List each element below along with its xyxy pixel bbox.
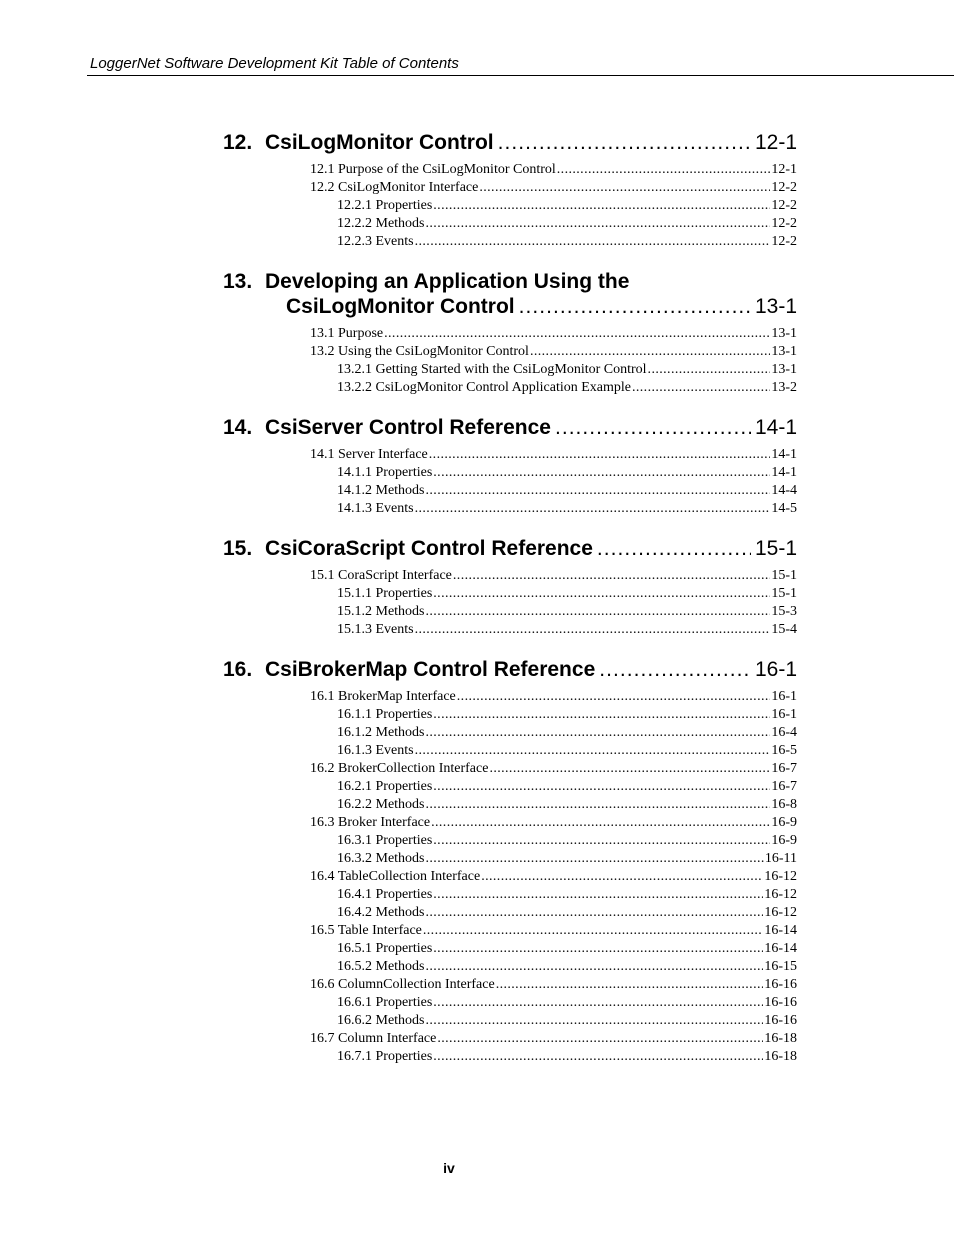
dot-leader [426, 724, 771, 742]
entry-page-number: 16-16 [764, 995, 797, 1010]
entry-page-number: 16-7 [771, 779, 797, 794]
entry-page-number: 16-18 [764, 1049, 797, 1064]
entry-page-number: 16-14 [764, 941, 797, 956]
dot-leader [415, 742, 771, 760]
chapter-title: CsiServer Control Reference [265, 416, 551, 439]
entry-title: 16.3.2 Methods [337, 851, 425, 866]
entry-page-number: 16-7 [771, 761, 797, 776]
entry-page-number: 16-1 [771, 707, 797, 722]
dot-leader [557, 161, 771, 179]
entry-page-number: 14-5 [771, 501, 797, 516]
entry-title: 15.1 CoraScript Interface [310, 568, 452, 583]
dot-leader [555, 415, 751, 440]
chapter-number: 15. [223, 537, 253, 560]
entry-page-number: 12-2 [771, 234, 797, 249]
dot-leader [426, 603, 771, 621]
toc-section-entry[interactable] [223, 1030, 797, 1048]
entry-title: 16.4.2 Methods [337, 905, 425, 920]
toc-subsection-entry[interactable] [223, 994, 797, 1012]
dot-leader [433, 1048, 763, 1066]
running-header: LoggerNet Software Development Kit Table of Contents [90, 55, 459, 72]
entry-page-number: 14-4 [771, 483, 797, 498]
entry-title: 16.6 ColumnCollection Interface [310, 977, 495, 992]
toc-subsection-entry[interactable] [223, 832, 797, 850]
entry-title: 16.1.3 Events [337, 743, 414, 758]
entry-title: 14.1.3 Events [337, 501, 414, 516]
toc-section-entry[interactable] [223, 446, 797, 464]
chapter-heading[interactable] [223, 536, 797, 561]
dot-leader [433, 197, 770, 215]
dot-leader [479, 179, 770, 197]
entry-page-number: 16-9 [771, 815, 797, 830]
dot-leader [648, 361, 771, 379]
chapter-page-number: 14-1 [754, 416, 797, 439]
entry-title: 14.1.1 Properties [337, 465, 433, 480]
entry-title: 15.1.2 Methods [337, 604, 425, 619]
chapter-heading[interactable] [223, 130, 797, 155]
dot-leader [415, 500, 771, 518]
entry-page-number: 15-3 [771, 604, 797, 619]
entry-page-number: 12-1 [771, 162, 797, 177]
toc-subsection-entry[interactable] [223, 500, 797, 518]
dot-leader [453, 567, 770, 585]
entry-title: 16.1.2 Methods [337, 725, 425, 740]
toc-chapter [223, 130, 797, 251]
entry-title: 16.7 Column Interface [310, 1031, 437, 1046]
chapter-title: CsiBrokerMap Control Reference [265, 658, 596, 681]
toc-section-entry[interactable] [223, 567, 797, 585]
entry-title: 16.4.1 Properties [337, 887, 433, 902]
dot-leader [384, 325, 770, 343]
dot-leader [433, 464, 770, 482]
entry-title: 16.6.1 Properties [337, 995, 433, 1010]
entry-title: 15.1.3 Events [337, 622, 414, 637]
toc-subsection-entry[interactable] [223, 958, 797, 976]
chapter-heading[interactable] [223, 657, 797, 682]
toc-subsection-entry[interactable] [223, 482, 797, 500]
entry-page-number: 16-5 [771, 743, 797, 758]
entry-title: 16.3 Broker Interface [310, 815, 431, 830]
toc-subsection-entry[interactable] [223, 724, 797, 742]
toc-section-entry[interactable] [223, 325, 797, 343]
dot-leader [431, 814, 770, 832]
toc-section-entry[interactable] [223, 760, 797, 778]
chapter-page-number: 13-1 [754, 295, 797, 318]
dot-leader [519, 294, 751, 319]
entry-page-number: 16-8 [771, 797, 797, 812]
entry-page-number: 16-1 [771, 689, 797, 704]
entry-page-number: 13-2 [771, 380, 797, 395]
chapter-page-number: 12-1 [754, 131, 797, 154]
entry-page-number: 12-2 [771, 198, 797, 213]
toc-subsection-entry[interactable] [223, 233, 797, 251]
toc-subsection-entry[interactable] [223, 621, 797, 639]
entry-title: 12.2.1 Properties [337, 198, 433, 213]
dot-leader [426, 1012, 764, 1030]
toc-subsection-entry[interactable] [223, 603, 797, 621]
entry-page-number: 16-16 [764, 977, 797, 992]
toc-section-entry[interactable] [223, 814, 797, 832]
dot-leader [433, 940, 763, 958]
chapter-title: Developing an Application Using the [265, 270, 630, 293]
dot-leader [426, 796, 771, 814]
dot-leader [530, 343, 770, 361]
toc-subsection-entry[interactable] [223, 464, 797, 482]
entry-title: 14.1.2 Methods [337, 483, 425, 498]
chapter-number: 13. [223, 270, 253, 293]
dot-leader [426, 850, 764, 868]
toc-subsection-entry[interactable] [223, 796, 797, 814]
entry-title: 16.2.2 Methods [337, 797, 425, 812]
toc-subsection-entry[interactable] [223, 197, 797, 215]
chapter-number: 12. [223, 131, 253, 154]
dot-leader [498, 130, 751, 155]
dot-leader [489, 760, 770, 778]
entry-title: 16.4 TableCollection Interface [310, 869, 481, 884]
entry-page-number: 15-4 [771, 622, 797, 637]
toc-section-entry[interactable] [223, 179, 797, 197]
toc-section-entry[interactable] [223, 868, 797, 886]
entry-title: 13.2 Using the CsiLogMonitor Control [310, 344, 529, 359]
entry-page-number: 13-1 [771, 344, 797, 359]
entry-title: 12.2 CsiLogMonitor Interface [310, 180, 479, 195]
toc-section-entry[interactable] [223, 922, 797, 940]
dot-leader [632, 379, 770, 397]
dot-leader [426, 482, 771, 500]
entry-title: 14.1 Server Interface [310, 447, 428, 462]
entry-page-number: 13-1 [771, 326, 797, 341]
entry-title: 15.1.1 Properties [337, 586, 433, 601]
dot-leader [597, 536, 751, 561]
dot-leader [423, 922, 763, 940]
dot-leader [415, 233, 771, 251]
entry-page-number: 15-1 [771, 586, 797, 601]
toc-subsection-entry[interactable] [223, 850, 797, 868]
entry-title: 16.5.1 Properties [337, 941, 433, 956]
toc-subsection-entry[interactable] [223, 742, 797, 760]
toc-chapter [223, 657, 797, 1066]
entry-title: 16.1.1 Properties [337, 707, 433, 722]
toc-section-entry[interactable] [223, 688, 797, 706]
entry-page-number: 16-11 [764, 851, 797, 866]
toc-section-entry[interactable] [223, 161, 797, 179]
page-number: iv [443, 1160, 455, 1176]
dot-leader [433, 585, 770, 603]
chapter-number: 16. [223, 658, 253, 681]
toc-subsection-entry[interactable] [223, 1012, 797, 1030]
entry-title: 16.2 BrokerCollection Interface [310, 761, 489, 776]
entry-page-number: 12-2 [771, 216, 797, 231]
entry-page-number: 15-1 [771, 568, 797, 583]
entry-title: 16.6.2 Methods [337, 1013, 425, 1028]
entry-title: 16.2.1 Properties [337, 779, 433, 794]
entry-title: 16.1 BrokerMap Interface [310, 689, 456, 704]
toc-subsection-entry[interactable] [223, 585, 797, 603]
toc-section-entry[interactable] [223, 343, 797, 361]
entry-page-number: 16-14 [764, 923, 797, 938]
header-rule [87, 75, 954, 76]
entry-title: 13.2.2 CsiLogMonitor Control Application Example [337, 380, 631, 395]
toc-subsection-entry[interactable] [223, 940, 797, 958]
entry-title: 16.5 Table Interface [310, 923, 422, 938]
dot-leader [496, 976, 764, 994]
toc-section-entry[interactable] [223, 976, 797, 994]
dot-leader [599, 657, 751, 682]
dot-leader [426, 904, 764, 922]
toc-subsection-entry[interactable] [223, 778, 797, 796]
dot-leader [433, 706, 770, 724]
entry-page-number: 16-15 [764, 959, 797, 974]
entry-page-number: 13-1 [771, 362, 797, 377]
entry-page-number: 14-1 [771, 465, 797, 480]
dot-leader [437, 1030, 763, 1048]
entry-title: 12.1 Purpose of the CsiLogMonitor Control [310, 162, 556, 177]
toc-chapter [223, 536, 797, 639]
entry-title: 12.2.2 Methods [337, 216, 425, 231]
entry-page-number: 16-12 [764, 869, 797, 884]
toc-subsection-entry[interactable] [223, 215, 797, 233]
toc-subsection-entry[interactable] [223, 706, 797, 724]
entry-title: 16.5.2 Methods [337, 959, 425, 974]
chapter-title: CsiLogMonitor Control [286, 295, 515, 318]
chapter-page-number: 16-1 [754, 658, 797, 681]
entry-page-number: 14-1 [771, 447, 797, 462]
toc-subsection-entry[interactable] [223, 361, 797, 379]
entry-page-number: 16-18 [764, 1031, 797, 1046]
toc-subsection-entry[interactable] [223, 1048, 797, 1066]
toc-chapter [223, 269, 797, 397]
chapter-number: 14. [223, 416, 253, 439]
chapter-title: CsiLogMonitor Control [265, 131, 494, 154]
entry-page-number: 16-12 [764, 887, 797, 902]
entry-title: 13.2.1 Getting Started with the CsiLogMonitor Control [337, 362, 647, 377]
dot-leader [426, 215, 771, 233]
chapter-heading[interactable] [223, 415, 797, 440]
chapter-page-number: 15-1 [754, 537, 797, 560]
chapter-title: CsiCoraScript Control Reference [265, 537, 593, 560]
dot-leader [429, 446, 771, 464]
entry-title: 16.3.1 Properties [337, 833, 433, 848]
entry-title: 12.2.3 Events [337, 234, 414, 249]
toc-chapter [223, 415, 797, 518]
chapter-heading[interactable] [223, 269, 797, 319]
entry-page-number: 16-16 [764, 1013, 797, 1028]
entry-title: 16.7.1 Properties [337, 1049, 433, 1064]
dot-leader [415, 621, 771, 639]
entry-page-number: 16-9 [771, 833, 797, 848]
entry-page-number: 16-4 [771, 725, 797, 740]
entry-page-number: 12-2 [771, 180, 797, 195]
dot-leader [481, 868, 763, 886]
dot-leader [433, 994, 763, 1012]
dot-leader [433, 832, 770, 850]
dot-leader [457, 688, 771, 706]
dot-leader [426, 958, 764, 976]
dot-leader [433, 778, 770, 796]
toc-subsection-entry[interactable] [223, 379, 797, 397]
entry-page-number: 16-12 [764, 905, 797, 920]
toc-subsection-entry[interactable] [223, 904, 797, 922]
toc-subsection-entry[interactable] [223, 886, 797, 904]
dot-leader [433, 886, 763, 904]
entry-title: 13.1 Purpose [310, 326, 384, 341]
table-of-contents [223, 130, 797, 1084]
